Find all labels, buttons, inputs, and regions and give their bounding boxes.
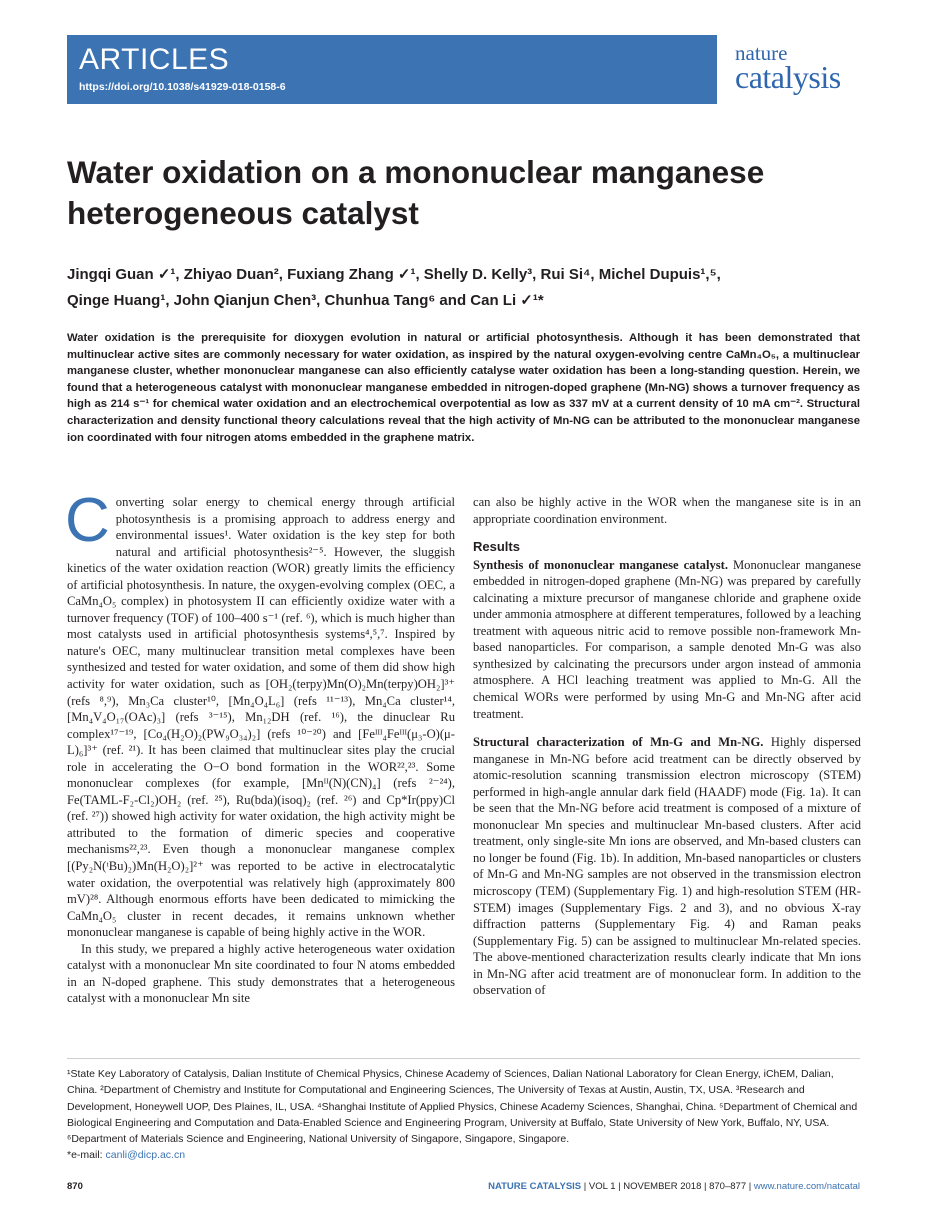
continuation-paragraph: can also be highly active in the WOR when the manganese site is in an appropriate coordination environment.: [473, 495, 861, 526]
doi-link[interactable]: https://doi.org/10.1038/s41929-018-0158-6: [79, 81, 286, 93]
abstract: Water oxidation is the prerequisite for dioxygen evolution in natural or artificial photosynthesis. Although it has been demonstrated that multinuclear active sites are commonly necessary for water oxidation, as inspired by the natural oxygen-evolving centre CaMn₄O₅, a multinuclear manganese cluster, whether mononuclear manganese can also efficiently catalyse water oxidation has been a long-standing question. Herein, we found that a heterogeneous catalyst with mononuclear manganese embedded in nitrogen-doped graphene (Mn-NG) shows a turnover frequency as high as 214 s⁻¹ for chemical water oxidation and an electrochemical overpotential as low as 337 mV at a current density of 10 mA cm⁻². Structural characterization and density functional theory calculations reveal that the high activity of Mn-NG can be attributed to the mononuclear manganese ion coordinated with four nitrogen atoms embedded in the graphene matrix.: [67, 332, 860, 444]
body-column-left: [65, 486, 455, 1007]
footer-issue: | VOL 1 | NOVEMBER 2018 | 870–877 |: [581, 1181, 754, 1192]
article-banner: [67, 35, 859, 104]
footer-url[interactable]: www.nature.com/natcatal: [753, 1181, 860, 1192]
study-paragraph: In this study, we prepared a highly active heterogeneous water oxidation catalyst with a mononuclear Mn site coordinated to four N atoms embedded in an N-doped graphene. This study demonstrates that a heterogeneous catalyst with a mononuclear Mn site: [67, 941, 455, 1006]
synthesis-text: Mononuclear manganese embedded in nitrogen-doped graphene (Mn-NG) was prepared by carefully calcinating a mixture precursor of manganese chloride and graphene oxide under ammonia atmosphere at different temperatures, followed by a leaching treatment with aqueous nitric acid to remove possible non-framework Mn-based nanoparticles. For comparison, a sample denoted Mn-G was also synthesized by calcinating the precursors under argon instead of ammonia atmosphere. A HCl leaching treatment was applied to Mn-G. All the chemical WORs were performed by using Mn-G and Mn-NG after acid treatment.: [473, 557, 861, 721]
journal-logo-nature: nature: [735, 41, 788, 65]
characterization-subheading: Structural characterization of Mn-G and Mn-NG.: [473, 735, 764, 750]
journal-logo-catalysis: catalysis: [735, 59, 841, 95]
author-line-2: Qinge Huang¹, John Qianjun Chen³, Chunhua Tang⁶ and Can Li ✓¹*: [67, 292, 544, 309]
email-link[interactable]: canli@dicp.ac.cn: [105, 1149, 186, 1162]
drop-cap: C: [65, 486, 110, 555]
affiliation-divider: [67, 1058, 860, 1059]
article-title: Water oxidation on a mononuclear manganese heterogeneous catalyst: [67, 154, 765, 231]
author-list: [67, 262, 857, 314]
email-label: *e-mail:: [67, 1149, 106, 1162]
characterization-paragraph: [473, 734, 861, 999]
footer-citation: [488, 1181, 860, 1192]
affiliations: [67, 1066, 860, 1164]
author-line-1: Jingqi Guan ✓¹, Zhiyao Duan², Fuxiang Zhang ✓¹, Shelly D. Kelly³, Rui Si⁴, Michel Dupuis¹,⁵,: [67, 266, 721, 283]
results-heading: Results: [473, 539, 520, 555]
affiliations-text: ¹State Key Laboratory of Catalysis, Dalian Institute of Chemical Physics, Chinese Academy of Sciences, Dalian National Laboratory for Clean Energy, iChEM, Dalian, China. ²Department of Chemistry and Institute for Computational and Engineering Sciences, The University of Texas at Austin, Austin, TX, USA. ³Research and Development, Honeywell UOP, Des Plaines, IL, USA. ⁴Shanghai Institute of Applied Physics, Chinese Academy Sciences, Shanghai, China. ⁵Department of Chemical and Biological Engineering and Computation and Data-Enabled Science and Engineering Program, University at Buffalo, State University of New York, Buffalo, NY, USA. ⁶Department of Materials Science and Engineering, National University of Singapore, Singapore, Singapore.: [67, 1068, 858, 1146]
characterization-text: Highly dispersed manganese in Mn-NG before acid treatment can be directly observed by atomic-resolution scanning transmission electron microscopy (STEM) performed in high-angle annular dark field (HAADF) mode (Fig. 1a). It can be seen that the Mn-NG before acid treatment is composed of a mixture of mononuclear Mn species and multinuclear Mn-based clusters. After acid treatment, only single-site Mn ions are observed, and Mn-based clusters can no longer be found (Fig. 1b). In addition, Mn-based nanoparticles or clusters of Mn-G and Mn-NG samples are not observed in the transmission electron microscopy (TEM) (Supplementary Fig. 1) and high-resolution STEM (HR-STEM) images (Supplementary Figs. 2 and 3), and no obvious X-ray diffraction patterns (Supplementary Fig. 4) and Raman peaks (Supplementary Fig. 5) can be assigned to multinuclear Mn-related species. The above-mentioned characterization results clearly indicate that Mn ions in Mn-NG after acid treatment are of mononuclear form. In addition to the observation of: [473, 735, 861, 998]
journal-logo[interactable]: [717, 35, 859, 104]
section-label: ARTICLES: [79, 43, 230, 76]
synthesis-paragraph: [473, 557, 861, 722]
synthesis-subheading: Synthesis of mononuclear manganese catalyst.: [473, 557, 728, 572]
footer-journal: NATURE CATALYSIS: [488, 1181, 582, 1192]
page-number: 870: [67, 1181, 83, 1192]
body-column-right: [473, 494, 861, 999]
intro-paragraph: onverting solar energy to chemical energy through artificial photosynthesis is a promising approach to address energy and environmental issues¹. Water oxidation is the key step for both natural and artificial photosynthesis²⁻⁵. However, the sluggish kinetics of the water oxidation reaction (WOR) greatly limits the efficiency of artificial photosynthesis. In nature, the oxygen-evolving complex (OEC, a CaMn₄O₅ complex) in photosystem II can efficiently oxidize water with a turnover frequency (TOF) of 100–400 s⁻¹ (ref. ⁶), which is much higher than most catalysts used in artificial photosynthesis systems⁴,⁵,⁷. Inspired by nature's OEC, many multinuclear transition metal complexes have been synthesized and tested for water oxidation, and some of them did show high activity for water oxidation, such as [OH₂(terpy)Mn(O)₂Mn(terpy)OH₂]³⁺ (refs ⁸,⁹), Mn₃Ca cluster¹⁰, [Mn₄O₄L₆] (refs ¹¹⁻¹³), Mn₄Ca cluster¹⁴, [Mn₄V₄O₁₇(OAc)₃] (refs ³⁻¹⁵), Mn₁₂DH (ref. ¹⁶), the dinuclear Ru complex¹⁷⁻¹⁹, [Co₄(H₂O)₂(PW₉O₃₄)₂] (refs ¹⁰⁻²⁰) and [Feᴵᴵᴵ₄Feᴵᴵᴵ(μ₃-O)(μ-L)₆]³⁺ (ref. ²¹). It has been claimed that multinuclear sites play the crucial role in accelerating the O−O bond formation in the WOR²²,²³. Some mononuclear complexes (for example, [Mnᴵᴵ(N)(CN)₄] (refs ²⁻²⁴), Fe(TAML-F₂-Cl₂)OH₂ (ref. ²⁵), Ru(bda)(isoq)₂ (ref. ²⁶) and Cp*Ir(ppy)Cl (ref. ²⁷)) showed high activity for water oxidation, the high activity might be attributed to the formation of dimeric species and cooperative mechanisms²²,²³. Even though a mononuclear manganese complex [(Py₂N(ᵗBu)₂)Mn(H₂O)₂]²⁺ was reported to be active in electrocatalytic water oxidation, the overpotential was relatively high (approximately 800 mV)²⁸. Although enormous efforts have been dedicated to mimicking the CaMn₄O₅ cluster in recent decades, it remains unknown whether mononuclear manganese is capable of being highly active in the WOR.: [67, 495, 455, 940]
